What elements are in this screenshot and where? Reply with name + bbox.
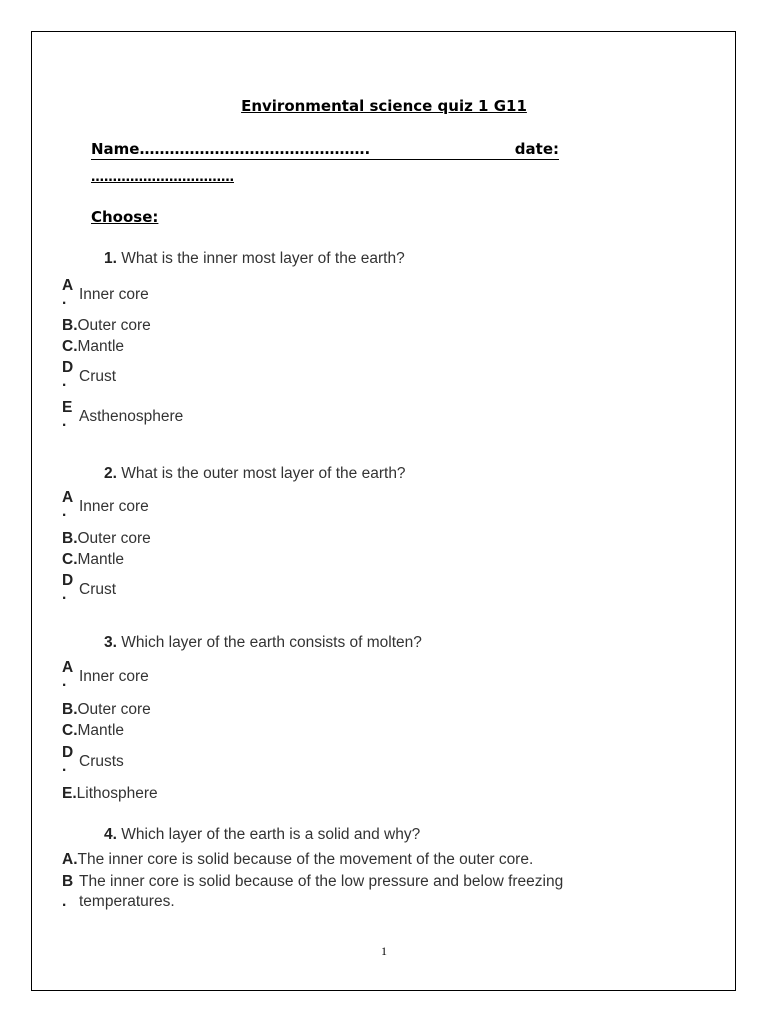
option-text: Crust	[79, 368, 117, 385]
quiz-title: Environmental science quiz 1 G11	[241, 97, 527, 115]
option-1c	[62, 338, 124, 356]
option-text: Crust	[79, 581, 117, 598]
question-2	[104, 465, 406, 483]
option-letter: D	[62, 744, 74, 761]
option-letter: C.	[62, 338, 78, 355]
section-heading: Choose:	[91, 208, 159, 226]
question-number: 3.	[104, 634, 117, 651]
option-text: Mantle	[77, 722, 125, 739]
option-dot: .	[62, 503, 67, 520]
option-text: Crusts	[79, 753, 124, 770]
option-text: Inner core	[79, 668, 149, 685]
option-text-continued: temperatures.	[79, 893, 175, 910]
option-letter: A	[62, 277, 74, 294]
option-text: The inner core is solid because of the low pressure and below freezing	[79, 873, 564, 890]
option-text: Asthenosphere	[79, 408, 184, 425]
option-text: Inner core	[79, 498, 149, 515]
option-letter: C.	[62, 722, 78, 739]
question-text: What is the inner most layer of the earth?	[121, 250, 405, 267]
question-number: 1.	[104, 250, 117, 267]
option-letter: A	[62, 659, 74, 676]
option-4b-continued	[62, 893, 175, 911]
option-letter: B	[62, 873, 74, 890]
option-letter: B.	[62, 530, 78, 547]
question-text: What is the outer most layer of the earth?	[121, 465, 406, 482]
option-text: Outer core	[77, 701, 151, 718]
option-3b	[62, 701, 151, 719]
option-2b	[62, 530, 151, 548]
option-3e	[62, 785, 158, 803]
option-letter: D	[62, 572, 74, 589]
option-letter: C.	[62, 551, 78, 568]
option-letter: B.	[62, 317, 78, 334]
question-number: 2.	[104, 465, 117, 482]
option-text: Lithosphere	[76, 785, 158, 802]
option-text: Outer core	[77, 530, 151, 547]
question-number: 4.	[104, 826, 117, 843]
option-1b	[62, 317, 151, 335]
option-text: Mantle	[77, 551, 125, 568]
option-letter: A	[62, 489, 74, 506]
question-text: Which layer of the earth is a solid and why?	[121, 826, 421, 843]
option-3c	[62, 722, 124, 740]
name-date-line	[91, 140, 559, 160]
option-dot: .	[62, 373, 67, 390]
option-letter: B.	[62, 701, 78, 718]
option-4a	[62, 851, 533, 869]
option-4b	[62, 873, 563, 891]
option-letter: E.	[62, 785, 77, 802]
option-letter: A.	[62, 851, 78, 868]
option-dot: .	[62, 893, 67, 910]
question-3	[104, 634, 422, 652]
option-text: The inner core is solid because of the movement of the outer core.	[77, 851, 534, 868]
option-2c	[62, 551, 124, 569]
question-1	[104, 250, 405, 268]
option-text: Mantle	[77, 338, 125, 355]
option-dot: .	[62, 291, 67, 308]
date-label: date:	[514, 140, 559, 158]
option-letter: D	[62, 359, 74, 376]
option-dot: .	[62, 673, 67, 690]
option-dot: .	[62, 586, 67, 603]
option-dot: .	[62, 413, 67, 430]
question-4	[104, 826, 420, 844]
page-number: 1	[381, 944, 387, 958]
question-text: Which layer of the earth consists of molten?	[121, 634, 422, 651]
date-fill-line: ……………………………	[91, 170, 234, 185]
name-label: Name……………………………………….	[91, 140, 371, 158]
option-letter: E	[62, 399, 73, 416]
option-text: Outer core	[77, 317, 151, 334]
option-dot: .	[62, 758, 67, 775]
option-text: Inner core	[79, 286, 149, 303]
